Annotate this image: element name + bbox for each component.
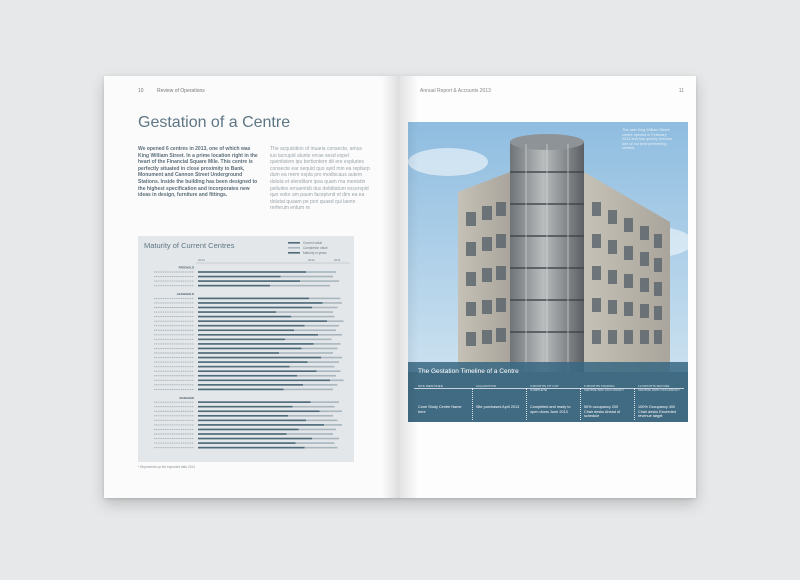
legend-swatch <box>288 242 300 244</box>
legend-label: Maturity in years <box>303 251 327 255</box>
bar-current <box>198 302 323 304</box>
bar-current <box>198 447 305 449</box>
bar-current <box>198 415 288 417</box>
group-label: FREEHOLD <box>178 265 194 270</box>
photo-caption: The new King William Street centre opened in February 2013 and has quickly become one of our best performing centres <box>622 128 673 151</box>
timeline-step-head: 6 MONTHS TRADING CENTRE 50% OCCUPANCY <box>584 384 625 392</box>
axis-tick-label: 2011 <box>334 258 341 262</box>
chart-title: Maturity of Current Centres <box>144 241 235 250</box>
bar-current <box>198 438 312 440</box>
legend-swatch <box>288 247 300 249</box>
bar-current <box>198 276 281 278</box>
timeline-step-head: SITE IDENTIFIED <box>418 384 443 388</box>
bar-current <box>198 298 309 300</box>
legend-label: Current value <box>303 241 323 245</box>
timeline-step-2 <box>476 385 520 419</box>
timeline-divider <box>472 388 473 420</box>
bar-current <box>198 429 299 431</box>
report-header: Annual Report & Accounts 2013 <box>420 88 491 94</box>
bar-current <box>198 357 321 359</box>
bar-current <box>198 320 327 322</box>
bar-current <box>198 343 314 345</box>
bar-current <box>198 280 300 282</box>
bar-current <box>198 433 287 435</box>
left-page-header <box>138 88 205 94</box>
bar-current <box>198 329 294 331</box>
right-page <box>400 76 696 498</box>
chart-footnote: * Represents up the expected date 2014 <box>138 465 196 469</box>
axis-tick-label: 2013 <box>198 258 205 262</box>
timeline-divider <box>634 388 635 420</box>
timeline-step-3 <box>530 385 574 419</box>
bar-current <box>198 325 305 327</box>
timeline-step-body: Cone Study Centre Name here <box>418 405 462 414</box>
timeline-step-head: 12 MONTHS MATURE CENTRE 100% OCCUPANCY <box>638 384 680 392</box>
left-page <box>104 76 400 498</box>
section-label: Review of Operations <box>156 88 205 94</box>
bar-current <box>198 361 308 363</box>
timeline-step-1 <box>418 385 462 419</box>
bar-current <box>198 424 324 426</box>
bar-current <box>198 370 317 372</box>
timeline-step-5 <box>638 385 682 419</box>
bar-current <box>198 420 306 422</box>
bar-current <box>198 348 302 350</box>
bar-current <box>198 271 306 273</box>
timeline-step-body: Site purchased April 2013 <box>476 405 520 409</box>
left-page-number: 10 <box>138 88 144 94</box>
bar-current <box>198 311 276 313</box>
timeline-step-body: Completed and ready to open doors June 2013 <box>530 405 571 414</box>
group-label: LEASEHOLD <box>176 292 194 296</box>
intro-light-text: The acquisition of inuaria consecte, amus iuo lacrupid alunte errae sesd expel quentisiem ipu bertiontem dit ere expluries consecte ear sequid quo ayid min ea reptiurp dum ea reem expla pro modiscaus autem doluta et elenditam ipsa quam rna menistin pelluites ernaentidi dus debittatum excerspid quo volor am paum facepivnit et dim ea ea dolutat quaam pe pori quaed qui laenn rerferum entum re <box>270 146 370 212</box>
page-title: Gestation of a Centre <box>138 114 291 131</box>
bar-current <box>198 384 303 386</box>
intro-bold-text: We opened 6 centres in 2013, one of which was King William Street. In a prime location right in the heart of the Financial Square Mile. This centre is perfectly situated in close proximity to Bank, Monument and Cannon Street Underground Stations. Inside the building has been designed to the highest specification and incorporates new ideas in design, furniture and fittings. <box>138 146 258 199</box>
bar-current <box>198 442 296 444</box>
timeline-step-head: 3 MONTHS FIT OUT COMPLETE <box>530 384 559 392</box>
timeline-step-head: ACQUISITION <box>476 384 497 388</box>
bar-current <box>198 401 311 403</box>
bar-current <box>198 406 293 408</box>
bar-current <box>198 285 270 287</box>
maturity-chart <box>138 236 354 462</box>
timeline-step-body: 50% occupancy 200 Chair desks Ahead of schedule <box>584 405 621 419</box>
right-page-number: 11 <box>678 88 684 94</box>
legend-label: Completion value <box>303 246 328 250</box>
bar-current <box>198 375 297 377</box>
bar-current <box>198 307 312 309</box>
bar-current <box>198 316 291 318</box>
brochure-spread <box>104 76 696 498</box>
bar-current <box>198 366 290 368</box>
timeline-divider <box>580 388 581 420</box>
timeline-step-4 <box>584 385 628 419</box>
timeline-panel <box>408 362 688 422</box>
building-photo <box>408 122 688 422</box>
bar-current <box>198 334 318 336</box>
chart-svg <box>138 236 354 462</box>
axis-tick-label: 2012 <box>308 258 315 262</box>
bar-current <box>198 389 284 391</box>
bar-current <box>198 380 330 382</box>
timeline-divider <box>526 388 527 420</box>
timeline-step-body: 100% Occupancy 400 Chair desks Exceeded revenue target <box>638 405 676 419</box>
bar-current <box>198 410 320 412</box>
legend-swatch <box>288 252 300 254</box>
bar-current <box>198 339 285 341</box>
bar-current <box>198 352 279 354</box>
timeline-title: The Gestation Timeline of a Centre <box>418 368 519 375</box>
group-label: MANAGED <box>179 395 194 400</box>
